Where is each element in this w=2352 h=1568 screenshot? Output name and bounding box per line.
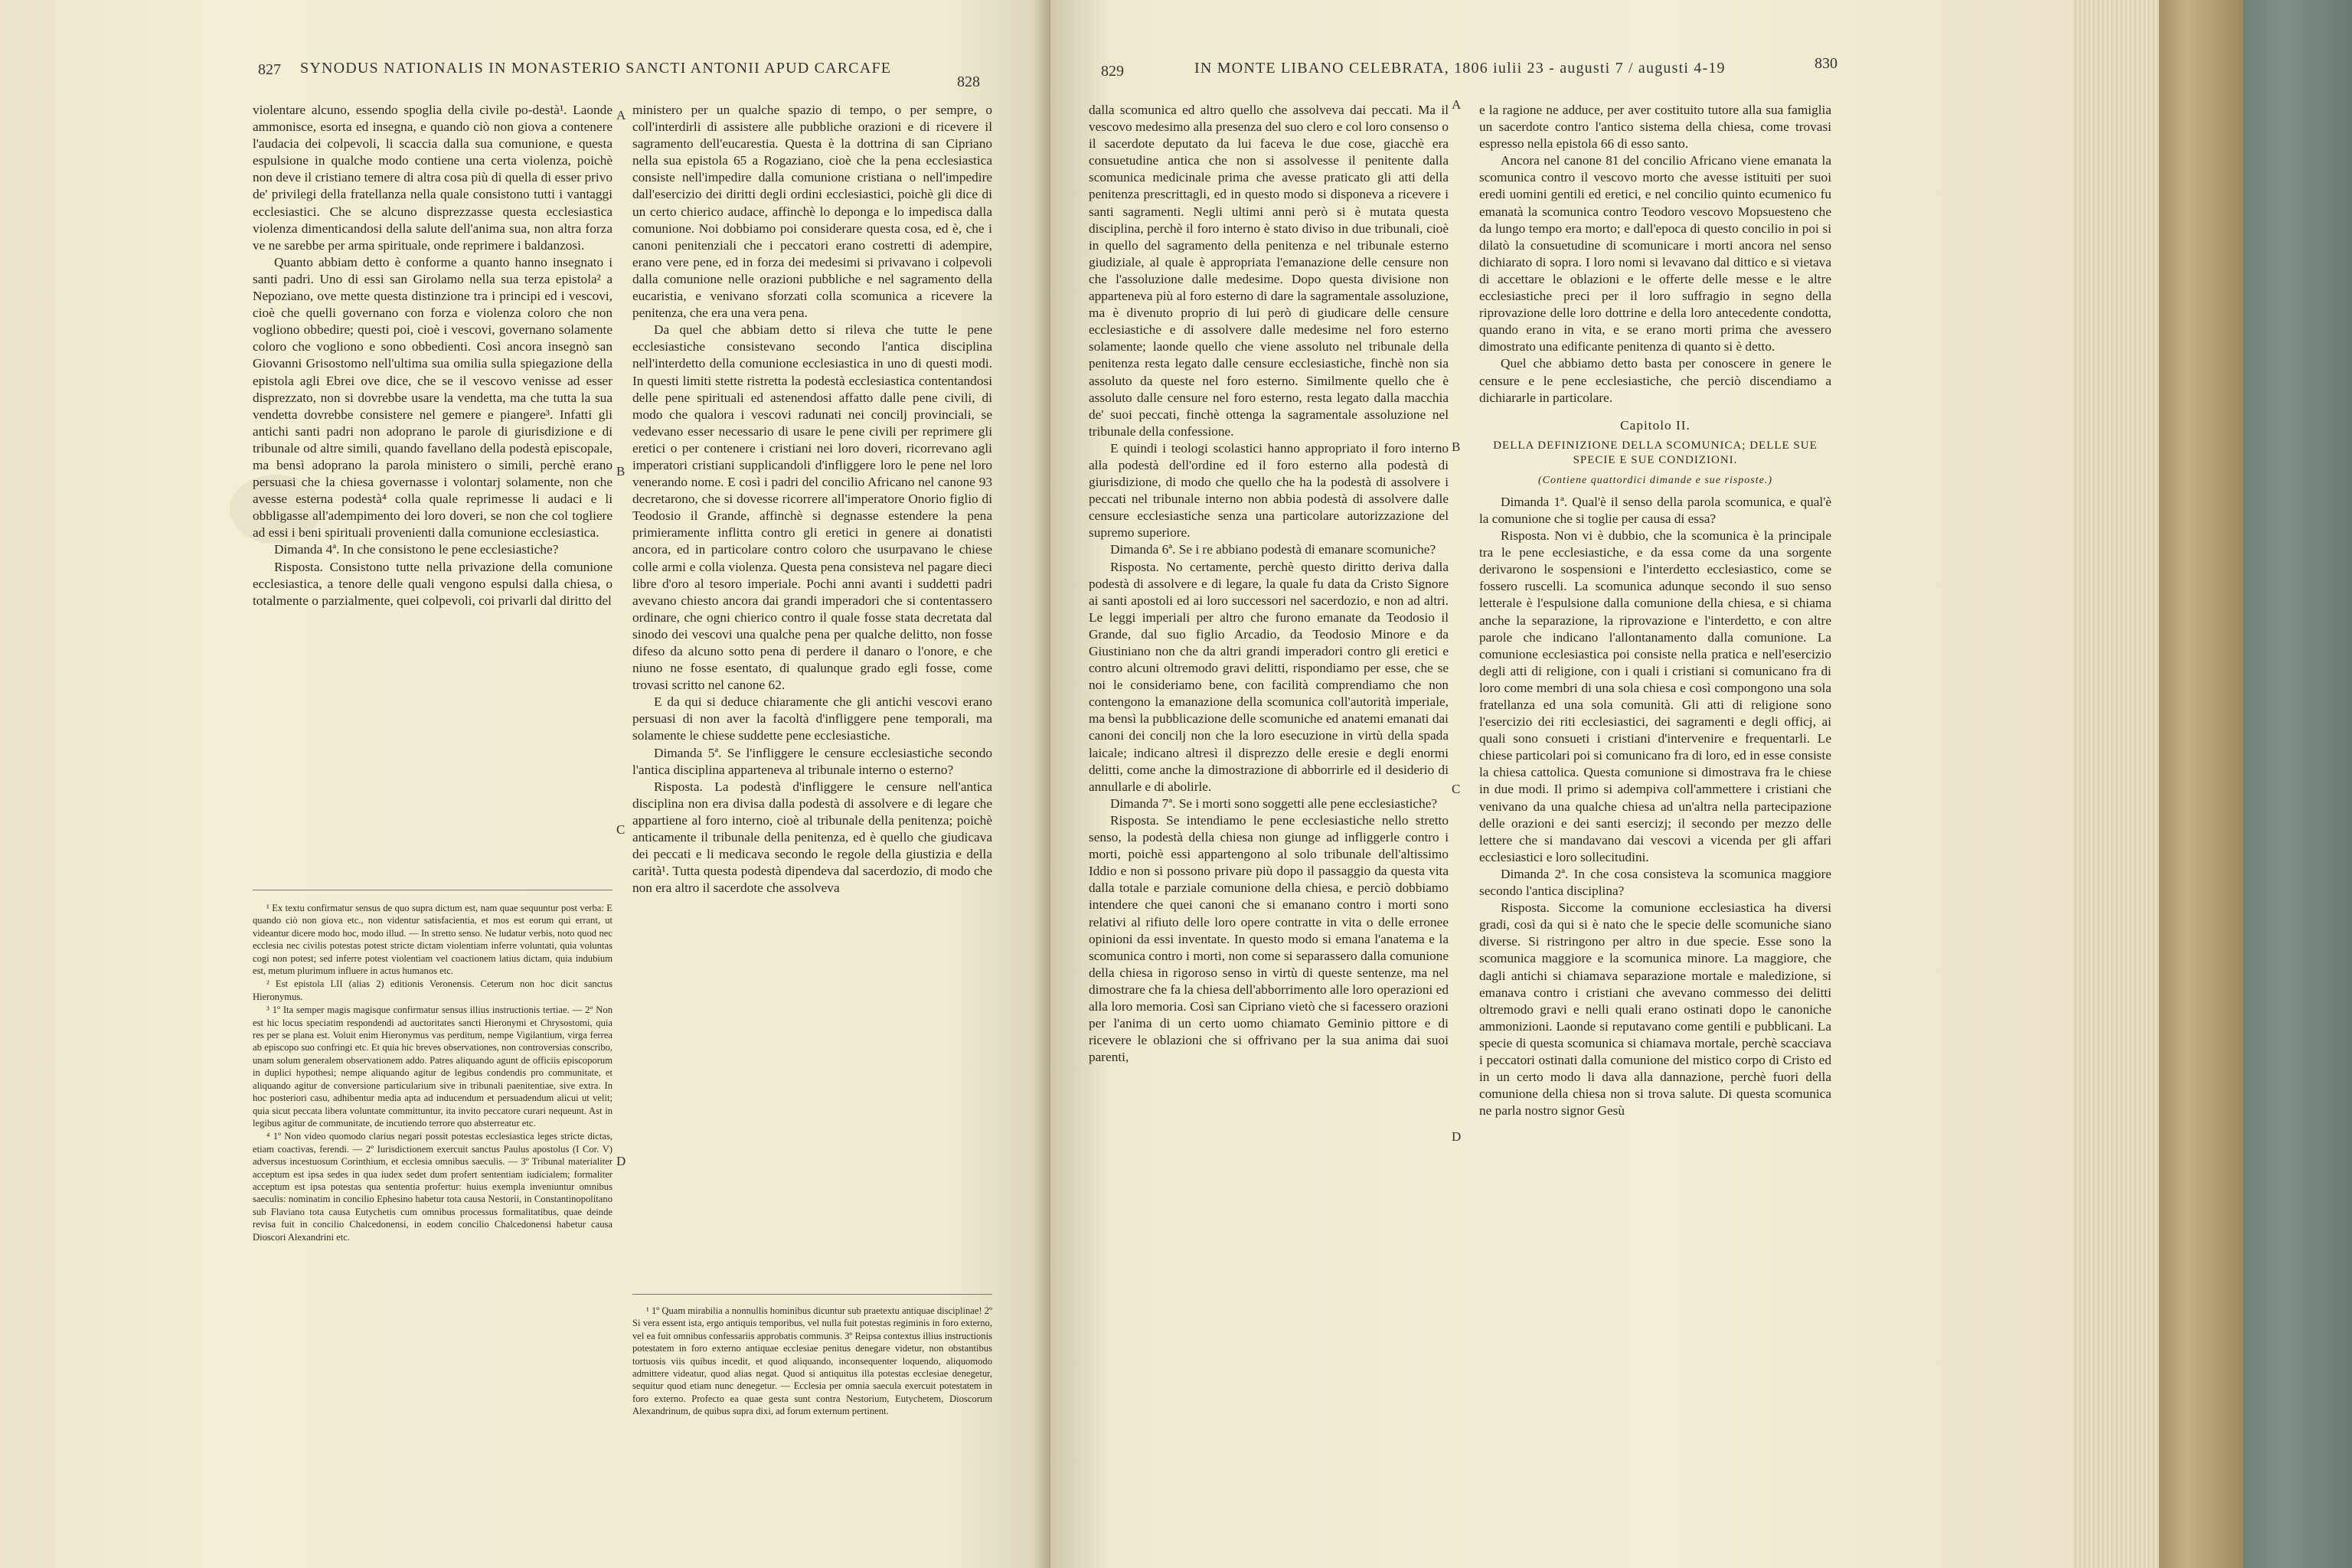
footnote: ¹ 1º Quam mirabilia a nonnullis hominibus dicuntur sub praetextu antiquae disciplinae! 2º Si vera essent ista, ergo antiquis temporibus, vel nulla fuit potestas regiminis in foro externo, vel ea fuit omnibus confessariis approbatis communis. 3º Reipsa contextus illius instructionis potestatem in foro externo antiquae ecclesiae penitus denegare videtur, non obstantibus tortuosis viis quibus incedit, et quod aliquando, inconsequenter loquendo, aliquomodo admittere videatur, quod alias negat. Quod si antiquitus illa potestas ecclesiae denegetur, sequitur quod etiam nunc denegetur. — Ecclesia per omnia saecula exercuit potestatem in foro externo. Profecto ea quae gesta sunt contra Nestorium, Eutychetem, Dioscorum Alexandrinum, de quibus supra dixi, ad forum externum pertinent. — [632, 1305, 992, 1417]
text-column-2 — [632, 102, 992, 897]
margin-letter: A — [1452, 97, 1462, 112]
margin-letter: D — [1452, 1129, 1462, 1144]
text-column-2 — [1479, 102, 1831, 1119]
paragraph: violentare alcuno, essendo spoglia della civile po-destà¹. Laonde ammonisce, esorta ed insegna, e quando ciò non giova a contenere l'audacia dei colpevoli, li scaccia dalla sua comunione, e questa espulsione in qualche modo contiene una certa violenza, poichè non deve il cristiano temere di altra cosa più di quella di esser privo de' privilegi della fratellanza nella quale consistono tutti i vantaggi ecclesiastici. Che se alcuno disprezzasse questa ecclesiastica violenza dimenticandosi della salute dell'anima sua, non altra forza ve ne sarebbe per arma spirituale, onde reprimere i baldanzosi. — [253, 103, 612, 253]
chapter-subtitle: DELLA DEFINIZIONE DELLA SCOMUNICA; DELLE SUE SPECIE E SUE CONDIZIONI. — [1493, 439, 1818, 466]
answer: Risposta. La podestà d'infliggere le censure nell'antica disciplina non era divisa dalla podestà di assolvere e di legare che appartiene al foro interno, cioè al tribunale della penitenza; poichè anticamente il tribunale della penitenza, ed è quello che giudicava dei peccati e li medicava secondo le regole della giustizia e della carità¹. Tutta questa podestà dipendeva dal sacerdozio, di modo che non era altro il sacerdote che assolveva — [632, 779, 992, 896]
paragraph: dalla scomunica ed altro quello che assolveva dai peccati. Ma il vescovo medesimo alla presenza del suo clero e col loro consenso o il sacerdote deputato da lui faceva le due cose, giacchè era consuetudine antica che non si assolvesse il penitente dalla scomunica medicinale prima che avesse praticato gli atti della penitenza prescrittagli, ed in questo modo si disponeva a ricevere i santi sagramenti. Negli ultimi anni però si è mutata questa disciplina, perchè il foro interno è stato diviso in due tribunali, cioè in quello del sagramento della penitenza e nel tribunale esterno giudiziale, al quale è appropriata l'emanazione delle censure non che l'assoluzione dalle medesime. Dopo questa divisione non apparteneva più al foro esterno di dare la sagramentale assoluzione, ma è divenuto proprio di lui però di giudicare delle censure ecclesiastiche e di assolvere dalle medesime nel foro esterno solamente; laonde quello che viene assoluto nel tribunale della penitenza resta legato dalle censure ecclesiastiche, finchè non sia assoluto da queste nel foro esterno. Similmente quello che è assoluto dalle censure nel foro esterno, resta legato dalla macchia de' suoi peccati, finchè ottenga la sagramentale assoluzione nel tribunale della confessione. — [1089, 103, 1449, 439]
margin-letter: B — [616, 464, 626, 479]
text-column-1 — [1089, 102, 1449, 1066]
question: Dimanda 1ª. Qual'è il senso della parola scomunica, e qual'è la comunione che si toglie per causa di essa? — [1479, 494, 1831, 526]
margin-letter: C — [1452, 782, 1461, 796]
page-number: 830 — [1815, 55, 1838, 72]
paragraph: Quel che abbiamo detto basta per conoscere in genere le censure e le pene ecclesiastiche, che perciò discendiamo a dichiararle in particolare. — [1479, 356, 1831, 405]
paragraph: Da quel che abbiam detto si rileva che tutte le pene ecclesiastiche consistevano secondo l'antica disciplina nell'interdetto della comunione ecclesiastica in uno di questi modi. In questi limiti stette ristretta la podestà ecclesiastica contentandosi delle pene spirituali ed astenendosi affatto dalle pene civili, di modo che qualora i vescovi radunati nei concilj provinciali, se vedevano esser necessario di usare le pene civili per reprimere gli eretici o per contenere i cristiani nei loro doveri, ricorrevano agli imperatori cristiani supplicandoli d'infliggere loro le pene nel loro venerando nome. E così i padri del concilio Africano nel canone 93 decretarono, che si dovesse ricorrere all'imperatore Onorio figlio di Teodosio il Grande, affinchè si degnasse estendere la pena primieramente inflitta contro gli eretici in genere ai donatisti ancora, ed in particolare contro coloro che usurpavano le chiese colle armi e colla violenza. Questa pena consisteva nel pagare dieci libre d'oro al tesoro imperiale. Pochi anni avanti i suddetti padri avevano chiesto ancora dai grandi imperadori che si contentassero ordinare, che ogni chierico contro il quale fosse stata decretata dal sinodo dei vescovi una qualche pena per qualche delitto, non fosse difeso da alcuno sotto pena di perdere il danaro o l'onore, e che niuno ne fosse esentato, di qualunque grado egli fosse, come trovasi scritto nel canone 62. — [632, 322, 992, 693]
page-number: 828 — [957, 74, 980, 90]
paragraph: E quindi i teologi scolastici hanno appropriato il foro interno alla podestà dell'ordine ed il foro esterno alla podestà di giurisdizione, di modo che quello che ha la podestà di assolvere i peccati nel tribunale interno non abbia podestà di assolvere dalle censure ecclesiastiche senza una particolare autorizzazione del supremo superiore. — [1089, 440, 1449, 541]
paragraph: Quanto abbiam detto è conforme a quanto hanno insegnato i santi padri. Uno di essi san Girolamo nella sua terza epistola² a Nepoziano, ove mette questa distinzione tra i principi ed i vescovi, cioè che quelli governano con forza e violenza coloro che non vogliono obbedire; questi poi, cioè i vescovi, governano solamente coloro che vogliono e sono obbedienti. Così ancora insegnò san Giovanni Grisostomo nell'ultima sua omilia sulla spiegazione della epistola agli Ebrei ove dice, che se il vescovo venisse ad esser disprezzato, non si dovrebbe usare la vendetta, ma che tutta la sua vendetta dovrebbe consistere nel gemere e piangere³. Infatti gli antichi santi padri non adoprano le parole di giurisdizione e di tribunale od altre simili, quando favellano della podestà episcopale, ma bensì adoprano la parola ministero o simili, perchè erano persuasi che la chiesa governasse i volontarj solamente, non che avesse esterna podestà⁴ colla quale reprimesse li audaci e li obbligasse all'adempimento dei loro doveri, se non che col togliere ad essi i beni spirituali provenienti dalla comunione ecclesiastica. — [253, 254, 612, 541]
answer: Risposta. Consistono tutte nella privazione della comunione ecclesiastica, a tenore delle quali vengono espulsi dalla chiesa, o totalmente o parzialmente, quei colpevoli, coi privarli dal diritto del — [253, 559, 612, 608]
running-head: SYNODUS NATIONALIS IN MONASTERIO SANCTI ANTONII APUD CARCAFE — [300, 60, 892, 77]
chapter-title: Capitolo II. — [1620, 417, 1690, 433]
footnote: ¹ Ex textu confirmatur sensus de quo supra dictum est, nam quae sequuntur post verba: E quando ciò non giova etc., non videntur satisfacientia, et mos est eorum qui errant, ut videantur dicere modo hoc, modo illud. — In stretto senso. Ne ludatur verbis, noto quod nec ecclesia nec civilis potestas potest stricte dictam violentiam inferre voluntati, quia voluntas cogi non potest; sed inferre potest violentiam vel coactionem latius dictam, quia indubium est, metum plurimum influere in actus humanos etc. — [253, 903, 612, 977]
footnote: ⁴ 1º Non video quomodo clarius negari possit potestas ecclesiastica leges stricte dictas, etiam coactivas, ferendi. — 2º Iurisdictionem exercuit sanctus Paulus apostolus (I Cor. V) adversus incestuosum Corinthium, et ecclesia omnibus saeculis. — 3º Tribunal materialiter acceptum est ipsa sedes in qua iudex sedet dum profert sententiam iudicialem; formaliter acceptum est ipsa potestas qua sententia profertur: huius exempla inveniuntur omnibus saeculis: nominatim in concilio Ephesino habetur tota causa Nestorii, in Constantinopolitano sub Flaviano tota causa Eutychetis cum omnibus processus formalitatibus, quae deinde revisa fuit in concilio Chalcedonensi, in eodem concilio Chalcedonensi habetur causa Dioscori Alexandrini etc. — [253, 1131, 612, 1243]
question: Dimanda 4ª. In che consistono le pene ecclesiastiche? — [274, 542, 559, 557]
footnotes-column-1 — [253, 902, 612, 1244]
paragraph: E da qui si deduce chiaramente che gli antichi vescovi erano persuasi di non aver la facoltà d'infliggere pene temporali, ma solamente le chiese suddette pene ecclesiastiche. — [632, 694, 992, 743]
right-page — [1050, 0, 2073, 1568]
footnotes-column-2 — [632, 1305, 992, 1419]
margin-letter: B — [1452, 439, 1461, 454]
margin-letter: A — [616, 108, 626, 122]
running-head: IN MONTE LIBANO CELEBRATA, 1806 iulii 23 - augusti 7 / augusti 4-19 — [1194, 60, 1726, 77]
footnote: ³ 1º Ita semper magis magisque confirmatur sensus illius instructionis tertiae. — 2º Non est hic locus speciatim respondendi ad auctoritates sancti Hieronymi et Chrysostomi, quia res per se plana est. Voluit enim Hieronymus vas perditum, nempe Vigilantium, virga ferrea ab episcopo suo confringi etc. Et quia hic breves observationes, non controversias conscribo, unam solum generalem observationem addo. Patres aliquando agunt de officiis episcoporum in duplici hypothesi; nempe aliquando agitur de legibus condendis pro communitate, et aliquando agitur de conversione particularium sive in tribunali paenitentiae, sive extra. In hoc posteriori casu, adhibentur media apta ad inducendum et persuadendum alicui ut velit; quia sicut peccata libera voluntate committuntur, ita invito peccatore curari nequeunt. Ast in legibus agitur de communitate, de incutiendo terrore quo absterreatur etc. — [253, 1004, 612, 1129]
page-edges — [2073, 0, 2159, 1568]
margin-letter: D — [616, 1154, 626, 1168]
chapter-note: (Contiene quattordici dimande e sue risposte.) — [1538, 474, 1772, 486]
page-number: 827 — [258, 61, 281, 78]
footnote-rule — [632, 1294, 992, 1295]
green-cloth — [2236, 0, 2352, 1568]
paragraph: Ancora nel canone 81 del concilio Africano viene emanata la scomunica contro il vescovo morto che avesse istituiti per suoi eredi uomini gentili ed eretici, e nel concilio quinto ecumenico fu emanatà la scomunica contro Teodoro vescovo Mopsuesteno che da lungo tempo era morto; e dall'epoca di questo concilio in poi si dilatò la consuetudine di scomunicare i morti ancora nel senso dichiarato di sopra. I loro nomi si levavano dal dittico e si vietava di accettare le oblazioni e le offerte delle messe e le altre ecclesiastiche preci per il loro suffragio in segno della riprovazione delle loro dottrine e della loro antecedente condotta, quando erano in vita, e se erano morti prima che avessero dimostrato una edificante penitenza di quanto si è detto. — [1479, 153, 1831, 354]
text-column-1 — [253, 102, 612, 609]
answer: Risposta. Non vi è dubbio, che la scomunica è la principale tra le pene ecclesiastiche, e da essa come da una sorgente derivarono le sospensioni e l'interdetto ecclesiastico, come se fossero ruscelli. La scomunica adunque secondo il suo senso letterale è l'espulsione dalla comunione della chiesa, e si chiama anche la separazione, la riprovazione e l'interdetto, e con altre parole che indicano l'allontanamento dalla comunione. La comunione ecclesiastica poi consiste nella pratica e nell'esercizio degli atti di religione, con i quali i cristiani si comunicano fra di loro come membri di una sola chiesa e così compongono una sola fratellanza ed una sola comunità. Gli atti di religione sono l'esercizio dei riti ecclesiastici, dei sagramenti e degli officj, ai quali sono consueti i cristiani d'intervenire e frequentarli. Le chiese particolari poi si comunicano fra di loro, ed in esse consiste la chiesa cattolica. Questa comunione si dimostrava fra le chiese in due modi. Il primo si adempiva coll'ammettere i cristiani che venivano da una qualche chiesa ad un'altra nella partecipazione delle orazioni e dei santi esercizj; il secondo per mezzo delle lettere che si mandavano dai vescovi a vicenda per gli affari ecclesiastici e loro sollecitudini. — [1479, 528, 1831, 864]
question: Dimanda 6ª. Se i re abbiano podestà di emanare scomuniche? — [1110, 542, 1436, 557]
question: Dimanda 7ª. Se i morti sono soggetti alle pene ecclesiastiche? — [1110, 795, 1438, 811]
question: Dimanda 5ª. Se l'infliggere le censure ecclesiastiche secondo l'antica disciplina apparteneva al tribunale interno o esterno? — [632, 745, 992, 777]
paragraph: e la ragione ne adduce, per aver costituito tutore alla sua famiglia un sacerdote contro l'antico sistema della chiesa, come trovasi espresso nella epistola 66 di esso santo. — [1479, 103, 1831, 152]
answer: Risposta. No certamente, perchè questo diritto deriva dalla podestà di assolvere e di legare, la quale fu data da Cristo Signore ai santi apostoli ed ai loro successori nel sacerdozio, e non ad altri. Le leggi imperiali per altro che furono emanate da Teodosio il Grande, dal suo figlio Arcadio, da Teodosio Minore e da Giustiniano non che da altri grandi imperadori contro gli eretici e contro alcuni oltremodo gravi delitti, rispondiamo per esse, che se noi le consideriamo bene, con facilità comprendiamo che non contengono la emanazione della scomunica coll'autorità imperiale, ma bensì la pubblicazione delle scomuniche ed anatemi emanati dai canoni dei concilj non che la loro esecuzione in virtù della spada laicale; indicano altresì il disprezzo delle eresie e degli enormi delitti, come anche la dimostrazione di abborrirle ed il desiderio di annullarle e di abolirle. — [1089, 559, 1449, 794]
answer: Risposta. Siccome la comunione ecclesiastica ha diversi gradi, così da qui si è nato che le specie delle scomuniche siano diverse. Si ristringono per altro in due specie. Esse sono la scomunica maggiore e la scomunica minore. La maggiore, che dagli antichi si chiamava separazione mortale e maledizione, si emanava contro i cristiani che avevano commesso dei delitti oltremodo gravi e nelli quali erano ostinati dopo le canoniche ammonizioni. Laonde si reputavano come gentili e pubblicani. La specie di questa scomunica si chiamava mortale, perchè scacciava i peccatori ostinati dalla comunione del mistico corpo di Cristo ed in un certo modo li dava alla dannazione, perchè fuori della comunione della chiesa non si trova salute. Di questa scomunica ne parla nostro signor Gesù — [1479, 900, 1831, 1119]
footnote: ² Est epistola LII (alias 2) editionis Veronensis. Ceterum non hoc dicit sanctus Hieronymus. — [253, 978, 612, 1002]
page-number: 829 — [1101, 63, 1124, 80]
margin-letter: C — [616, 822, 626, 837]
left-page — [0, 0, 1050, 1568]
paragraph: ministero per un qualche spazio di tempo, o per sempre, o coll'interdirli di assistere alle pubbliche orazioni e di ricevere il sagramento dell'eucarestia. Questa è la dottrina di san Cipriano nella sua epistola 65 a Rogaziano, cioè che la pena ecclesiastica consiste nell'impedire dalla comunione cristiana o nell'impedire dall'esercizio dei diritti degli ordini ecclesiastici, poichè gli dice di un certo chierico audace, affinchè lo deponga e lo impedisca dalla comunione. Noi dobbiamo poi considerare questa cosa, ed è, che i canoni penitenziali che i peccatori erano costretti di adempire, erano vere pene, ed in forza dei medesimi si privavano i colpevoli dalla comunione nelle orazioni pubbliche e nel sagramento della eucaristia, e venivano sforzati colla scomunica a ricevere la penitenza, che era una vera pena. — [632, 103, 992, 321]
book-cover-board — [2158, 0, 2243, 1568]
answer: Risposta. Se intendiamo le pene ecclesiastiche nello stretto senso, la podestà della chiesa non giunge ad infliggerle contro i morti, poichè essi appartengono al solo tribunale dell'altissimo Iddio e non si possono privare più dopo il passaggio da questa vita dalla totale e parziale comunione della chiesa, e perciò dobbiamo intendere che quei canoni che si emanano contro i morti sono relativi al rifiuto delle loro opere contratte in vita o delle erronee opinioni da essi inventate. In questo modo si emana l'anatema e la scomunica contro i morti, non come si separassero dalla comunione della chiesa in rigoroso senso in virtù di queste sentenze, ma nel dimostrare che fa la chiesa dell'abborrimento alle loro operazioni ed alla loro memoria. Così san Cipriano vietò che si facessero orazioni per l'anima di un certo uomo chiamato Geminio pittore e di ricevere le oblazioni che si offrivano per la sua anima dai suoi parenti, — [1089, 812, 1449, 1065]
question: Dimanda 2ª. In che cosa consisteva la scomunica maggiore secondo l'antica disciplina? — [1479, 866, 1831, 899]
